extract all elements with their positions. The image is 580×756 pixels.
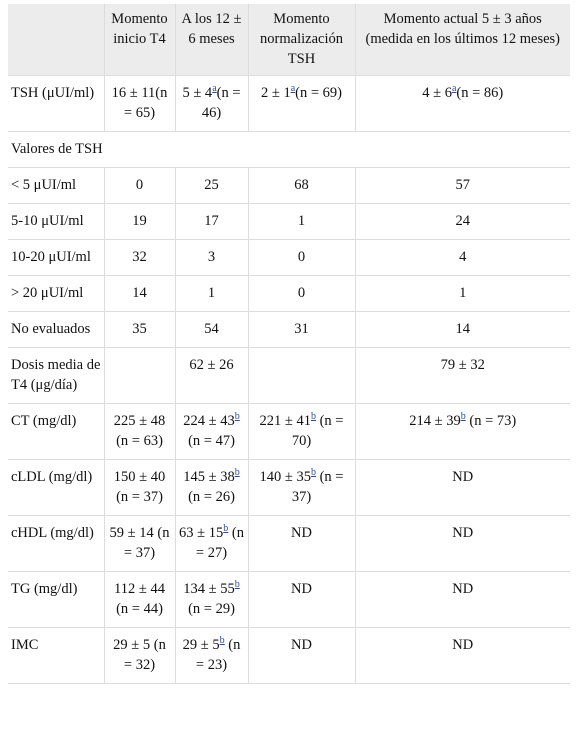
footnote-link[interactable]: a [290, 83, 296, 95]
cell-inicio-t4: 59 ± 14 (n = 37) [104, 516, 175, 572]
cell-momento-actual: 57 [355, 168, 570, 204]
cell-12-meses: 25 [175, 168, 248, 204]
row-label: cHDL (mg/dl) [8, 516, 104, 572]
cell-momento-actual: 1 [355, 276, 570, 312]
footnote-ref [311, 467, 316, 478]
row-label: No evaluados [8, 312, 104, 348]
cell-12-meses: 63 ± 15$^b$ (n = 27) [175, 516, 248, 572]
cell-momento-actual: ND [355, 628, 570, 684]
footnote-link[interactable]: b [310, 411, 316, 423]
footnote-link[interactable]: b [219, 635, 225, 647]
cell-12-meses: 5 ± 4$^a$(n = 46) [175, 76, 248, 132]
cell-inicio-t4: 29 ± 5 (n = 32) [104, 628, 175, 684]
row-label: < 5 μUI/ml [8, 168, 104, 204]
cell-normalizacion-tsh: 1 [248, 204, 355, 240]
footnote-ref [235, 411, 240, 422]
header-cell-inicio-t4: Momento inicio T4 [104, 4, 175, 76]
table-row [8, 168, 570, 204]
footnote-link[interactable]: a [451, 83, 457, 95]
cell-12-meses: 1 [175, 276, 248, 312]
header-cell-12-meses: A los 12 ± 6 meses [175, 4, 248, 76]
footnote-link[interactable]: b [234, 579, 240, 591]
cell-inicio-t4: 150 ± 40 (n = 37) [104, 460, 175, 516]
cell-momento-actual: ND [355, 572, 570, 628]
cell-normalizacion-tsh: ND [248, 516, 355, 572]
footnote-ref [220, 635, 225, 646]
cell-12-meses: 29 ± 5$^b$ (n = 23) [175, 628, 248, 684]
cell-inicio-t4: 35 [104, 312, 175, 348]
cell-normalizacion-tsh: 0 [248, 240, 355, 276]
header-cell-momento-actual: Momento actual 5 ± 3 años (medida en los últimos 12 meses) [355, 4, 570, 76]
cell-momento-actual: 214 ± 39$^b$ (n = 73) [355, 404, 570, 460]
header-cell-normalizacion-tsh: Momento normalización TSH [248, 4, 355, 76]
cell-normalizacion-tsh: 31 [248, 312, 355, 348]
footnote-link[interactable]: b [234, 411, 240, 423]
footnote-link[interactable]: b [223, 523, 229, 535]
cell-momento-actual: 24 [355, 204, 570, 240]
cell-inicio-t4: 225 ± 48 (n = 63) [104, 404, 175, 460]
cell-inicio-t4: 32 [104, 240, 175, 276]
footnote-ref [212, 83, 216, 94]
row-label: 5-10 μUI/ml [8, 204, 104, 240]
footnote-ref [452, 83, 456, 94]
table-row [8, 240, 570, 276]
footnote-link[interactable]: b [460, 411, 466, 423]
table-row [8, 460, 570, 516]
table-row [8, 76, 570, 132]
footnote-ref [311, 411, 316, 422]
cell-12-meses: 134 ± 55$^b$ (n = 29) [175, 572, 248, 628]
footnote-ref [235, 579, 240, 590]
cell-normalizacion-tsh: 221 ± 41$^b$ (n = 70) [248, 404, 355, 460]
footnote-link[interactable]: b [234, 467, 240, 479]
cell-inicio-t4: 19 [104, 204, 175, 240]
cell-12-meses: 62 ± 26 [175, 348, 248, 404]
row-label: TSH (μUI/ml) [8, 76, 104, 132]
cell-normalizacion-tsh: 140 ± 35$^b$ (n = 37) [248, 460, 355, 516]
row-label: 10-20 μUI/ml [8, 240, 104, 276]
row-label: Dosis media de T4 (μg/día) [8, 348, 104, 404]
cell-inicio-t4 [104, 348, 175, 404]
cell-momento-actual: 79 ± 32 [355, 348, 570, 404]
cell-12-meses: 54 [175, 312, 248, 348]
row-label: > 20 μUI/ml [8, 276, 104, 312]
cell-normalizacion-tsh: ND [248, 628, 355, 684]
cell-normalizacion-tsh: 0 [248, 276, 355, 312]
cell-normalizacion-tsh: 68 [248, 168, 355, 204]
footnote-link[interactable]: a [212, 83, 217, 95]
footnote-ref [235, 467, 240, 478]
cell-normalizacion-tsh: 2 ± 1$^a$(n = 69) [248, 76, 355, 132]
footnote-ref [223, 523, 228, 534]
cell-inicio-t4: 0 [104, 168, 175, 204]
footnote-link[interactable]: b [310, 467, 316, 479]
cell-inicio-t4: 112 ± 44 (n = 44) [104, 572, 175, 628]
header-cell-label [8, 4, 104, 76]
row-label: CT (mg/dl) [8, 404, 104, 460]
row-label: IMC [8, 628, 104, 684]
cell-normalizacion-tsh: ND [248, 572, 355, 628]
cell-momento-actual: 4 ± 6$^a$(n = 86) [355, 76, 570, 132]
cell-inicio-t4: 16 ± 11(n = 65) [104, 76, 175, 132]
header-row [8, 4, 570, 76]
cell-12-meses: 3 [175, 240, 248, 276]
cell-12-meses: 17 [175, 204, 248, 240]
cell-12-meses: 145 ± 38$^b$ (n = 26) [175, 460, 248, 516]
section-row [8, 132, 570, 168]
footnote-ref [461, 411, 466, 422]
cell-12-meses: 224 ± 43$^b$ (n = 47) [175, 404, 248, 460]
cell-inicio-t4: 14 [104, 276, 175, 312]
row-label: TG (mg/dl) [8, 572, 104, 628]
results-table [8, 4, 570, 684]
table-row [8, 276, 570, 312]
cell-normalizacion-tsh [248, 348, 355, 404]
table-row [8, 404, 570, 460]
table-body [8, 76, 570, 684]
table-row [8, 204, 570, 240]
section-label: Valores de TSH [8, 132, 570, 168]
table-row [8, 572, 570, 628]
cell-momento-actual: 4 [355, 240, 570, 276]
table-row [8, 312, 570, 348]
table-row [8, 348, 570, 404]
table-row [8, 516, 570, 572]
cell-momento-actual: 14 [355, 312, 570, 348]
cell-momento-actual: ND [355, 460, 570, 516]
row-label: cLDL (mg/dl) [8, 460, 104, 516]
table-row [8, 628, 570, 684]
cell-momento-actual: ND [355, 516, 570, 572]
footnote-ref [291, 83, 295, 94]
